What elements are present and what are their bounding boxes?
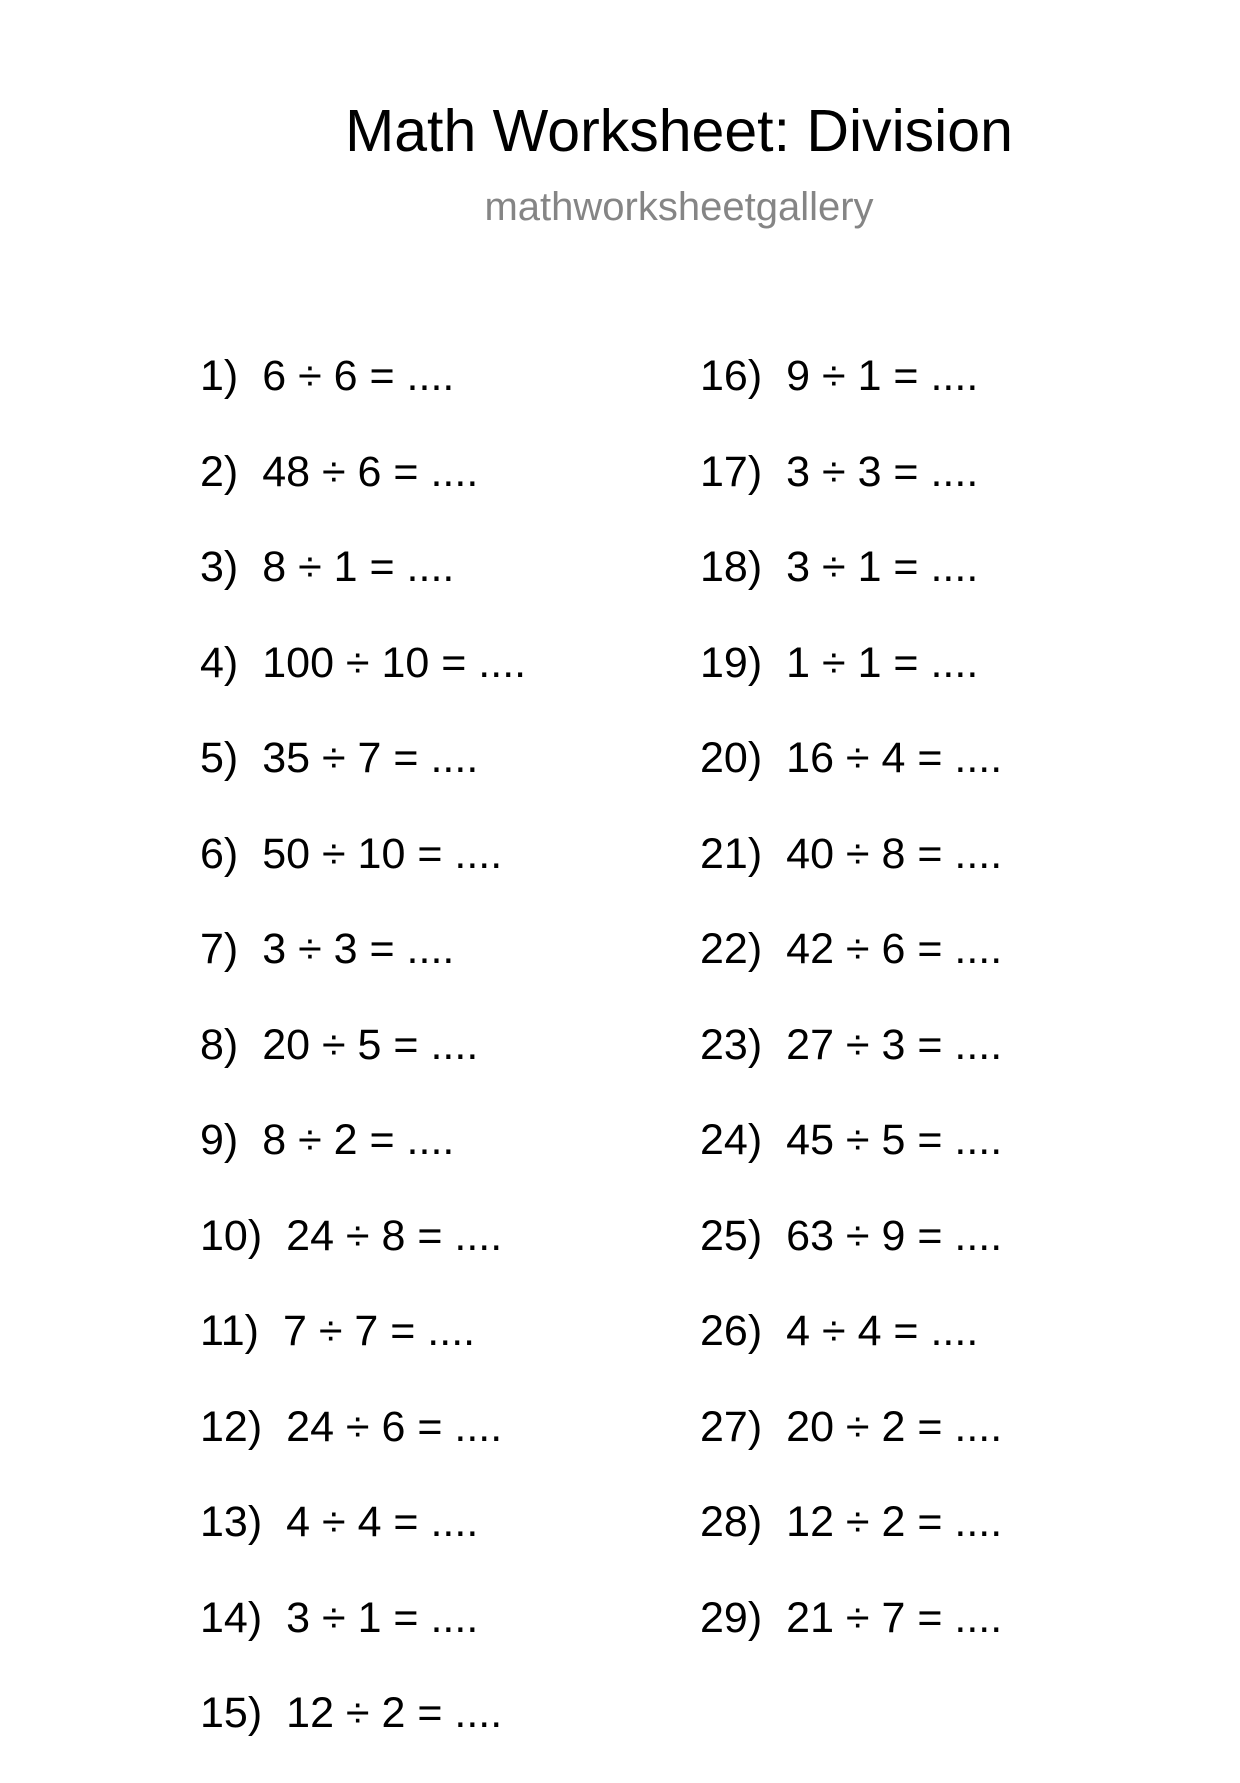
problem-expression: 4 ÷ 4 = .... [286, 1498, 479, 1546]
problem-number: 16) [700, 352, 763, 400]
problem-expression: 35 ÷ 7 = .... [262, 734, 479, 782]
problem-expression: 12 ÷ 2 = .... [786, 1498, 1003, 1546]
problem-expression: 6 ÷ 6 = .... [262, 352, 455, 400]
problem-expression: 63 ÷ 9 = .... [786, 1211, 1003, 1260]
worksheet-source: mathworksheetgallery [484, 185, 874, 229]
problem-expression: 16 ÷ 4 = .... [786, 734, 1003, 782]
problem-number: 5) [200, 734, 239, 782]
problem-number: 2) [200, 447, 239, 496]
problem-item [200, 1305, 526, 1401]
problem-expression: 21 ÷ 7 = .... [786, 1593, 1003, 1642]
problem-number: 17) [700, 447, 763, 496]
problem-number: 8) [200, 1020, 239, 1069]
problem-expression: 42 ÷ 6 = .... [786, 925, 1003, 973]
problem-item [200, 1687, 526, 1783]
problem-item [700, 1019, 1002, 1115]
problem-number: 26) [700, 1307, 763, 1355]
problem-number: 19) [700, 638, 763, 687]
problem-item [200, 1114, 526, 1210]
problem-number: 14) [200, 1593, 263, 1642]
problem-item [200, 446, 526, 542]
problem-expression: 20 ÷ 5 = .... [262, 1020, 479, 1069]
problem-item [200, 350, 526, 446]
problem-number: 28) [700, 1498, 763, 1546]
problem-item [700, 637, 1002, 733]
problem-number: 11) [200, 1307, 259, 1355]
problem-number: 29) [700, 1593, 763, 1642]
problem-number: 13) [200, 1498, 263, 1546]
problem-expression: 3 ÷ 3 = .... [262, 925, 455, 973]
problem-number: 9) [200, 1116, 239, 1164]
problem-expression: 27 ÷ 3 = .... [786, 1020, 1003, 1069]
problem-expression: 3 ÷ 1 = .... [286, 1593, 479, 1642]
problem-expression: 48 ÷ 6 = .... [262, 447, 479, 496]
problem-expression: 1 ÷ 1 = .... [786, 638, 979, 687]
problem-expression: 45 ÷ 5 = .... [786, 1116, 1003, 1164]
problem-expression: 20 ÷ 2 = .... [786, 1402, 1003, 1451]
problem-expression: 4 ÷ 4 = .... [786, 1307, 979, 1355]
problem-number: 12) [200, 1402, 263, 1451]
problem-item [200, 637, 526, 733]
problem-item [700, 541, 1002, 637]
problem-expression: 3 ÷ 3 = .... [786, 447, 979, 496]
problem-item [700, 1114, 1002, 1210]
problem-expression: 40 ÷ 8 = .... [786, 829, 1003, 878]
problem-expression: 50 ÷ 10 = .... [262, 829, 503, 878]
problem-number: 6) [200, 829, 239, 878]
problem-number: 15) [200, 1689, 263, 1737]
problem-item [700, 1592, 1002, 1688]
problem-item [700, 732, 1002, 828]
problem-expression: 24 ÷ 8 = .... [286, 1211, 503, 1260]
worksheet-title: Math Worksheet: Division [345, 98, 1013, 164]
problem-item [200, 732, 526, 828]
problem-expression: 8 ÷ 2 = .... [262, 1116, 455, 1164]
problem-item [700, 1401, 1002, 1497]
problem-number: 4) [200, 638, 239, 687]
problem-expression: 24 ÷ 6 = .... [286, 1402, 503, 1451]
problem-number: 25) [700, 1211, 763, 1260]
problem-number: 20) [700, 734, 763, 782]
problem-number: 22) [700, 925, 763, 973]
problem-column-1 [200, 350, 526, 1783]
problem-item [700, 1496, 1002, 1592]
problem-expression: 3 ÷ 1 = .... [786, 543, 979, 591]
problem-number: 18) [700, 543, 763, 591]
problem-item [200, 828, 526, 924]
problem-item [700, 1210, 1002, 1306]
problem-expression: 100 ÷ 10 = .... [262, 638, 527, 687]
problem-expression: 12 ÷ 2 = .... [286, 1689, 503, 1737]
problem-number: 21) [700, 829, 763, 878]
problem-item [200, 1401, 526, 1497]
problem-number: 7) [200, 925, 239, 973]
problem-item [700, 350, 1002, 446]
problem-item [200, 1496, 526, 1592]
problem-number: 10) [200, 1211, 263, 1260]
problem-item [200, 1592, 526, 1688]
problem-number: 1) [200, 352, 239, 400]
problem-expression: 8 ÷ 1 = .... [262, 543, 455, 591]
problem-expression: 7 ÷ 7 = .... [282, 1307, 476, 1355]
problem-item [700, 923, 1002, 1019]
problem-item [700, 1305, 1002, 1401]
problem-column-2 [700, 350, 1002, 1687]
problem-number: 24) [700, 1116, 763, 1164]
problem-number: 23) [700, 1020, 763, 1069]
problem-number: 27) [700, 1402, 763, 1451]
problem-expression: 9 ÷ 1 = .... [786, 352, 979, 400]
problem-item [200, 1019, 526, 1115]
problem-number: 3) [200, 543, 239, 591]
problem-item [200, 541, 526, 637]
problem-item [700, 446, 1002, 542]
problem-item [200, 923, 526, 1019]
problem-item [700, 828, 1002, 924]
problem-item [200, 1210, 526, 1306]
